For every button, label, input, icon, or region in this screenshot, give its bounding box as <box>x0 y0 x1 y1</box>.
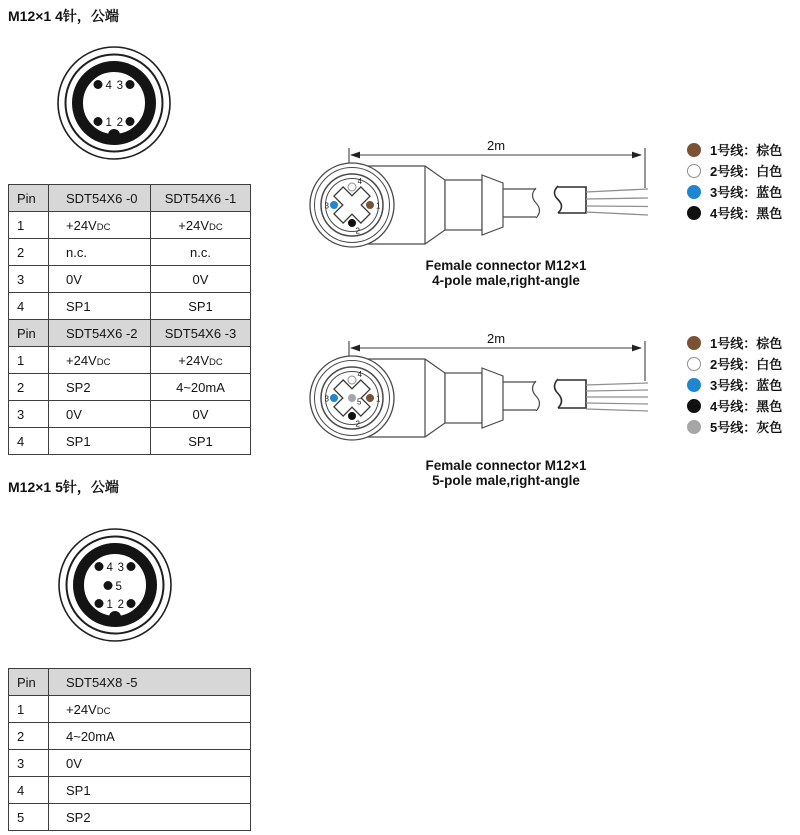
pin-label: 3 <box>116 79 123 92</box>
table-cell: 1 <box>9 212 49 239</box>
legend-label: 3号线：蓝色 <box>710 185 783 200</box>
face-pin-label: 3 <box>324 394 329 404</box>
connector-face-4pin <box>50 38 180 168</box>
table-cell: 0V <box>49 401 151 428</box>
table-row <box>9 374 251 401</box>
table-cell: +24VDC <box>49 696 251 723</box>
table-cell: n.c. <box>151 239 251 266</box>
wire-color-dot <box>687 357 701 371</box>
pin-label: 1 <box>106 599 113 611</box>
table-cell: 1 <box>9 347 49 374</box>
pin-dot-brown <box>366 394 374 402</box>
table-row <box>9 266 251 293</box>
connector-face-5pin <box>50 520 180 650</box>
table-cell: 0V <box>49 750 251 777</box>
table-row <box>9 293 251 320</box>
column-header: SDT54X6 -2 <box>49 320 151 347</box>
dimension-label: 2m <box>486 138 506 153</box>
table-cell: SP1 <box>49 293 151 320</box>
legend-item <box>687 374 782 395</box>
thick-ring <box>78 67 151 140</box>
connector-front-view <box>310 356 394 440</box>
face-pin-label: 4 <box>357 370 362 379</box>
caption-4pole <box>380 258 632 288</box>
table-cell: 3 <box>9 750 49 777</box>
table-cell: 4 <box>9 293 49 320</box>
pin-table <box>8 184 251 455</box>
face-pin-label: 3 <box>324 201 329 211</box>
pin-dot-blue <box>330 201 338 209</box>
cable-drawing-5pole <box>300 328 655 443</box>
table-row <box>9 750 251 777</box>
column-header: SDT54X8 -5 <box>49 669 251 696</box>
legend-item <box>687 353 782 374</box>
table-cell: SP1 <box>49 777 251 804</box>
table-row <box>9 347 251 374</box>
legend-item <box>687 181 782 202</box>
wire-color-dot <box>687 206 701 220</box>
table-cell: 2 <box>9 723 49 750</box>
table-cell: 0V <box>151 266 251 293</box>
table-row <box>9 212 251 239</box>
pin-label: 1 <box>105 117 112 129</box>
table-cell: 2 <box>9 239 49 266</box>
pin-dot-white <box>348 183 356 191</box>
table-cell: +24VDC <box>49 347 151 374</box>
table-cell: SP1 <box>151 293 251 320</box>
column-header: Pin <box>9 185 49 212</box>
face-pin-label: 2 <box>355 419 360 429</box>
table-cell: 4 <box>9 428 49 455</box>
pin-label: 2 <box>116 117 123 129</box>
column-header: Pin <box>9 320 49 347</box>
keying-notch <box>108 129 120 141</box>
pin-label: 5 <box>115 580 122 593</box>
pin-label: 3 <box>117 561 124 574</box>
table-cell: 1 <box>9 696 49 723</box>
caption-line1: Female connector M12×1 <box>425 258 587 273</box>
legend-item <box>687 202 782 223</box>
table-cell: +24VDC <box>151 347 251 374</box>
cable-drawing-4pole <box>300 135 655 250</box>
pin-table-5pin-wrap <box>8 668 251 831</box>
pin-dot-blue <box>330 394 338 402</box>
table-cell: 0V <box>151 401 251 428</box>
face-pin-label: 5 <box>357 397 362 407</box>
wires <box>586 189 648 215</box>
wire-color-dot <box>687 185 701 199</box>
dim-arrow-left <box>350 345 360 352</box>
dim-arrow-right <box>632 152 642 159</box>
column-header: Pin <box>9 669 49 696</box>
caption-line2: 4-pole male,right-angle <box>432 273 580 288</box>
table-cell: 2 <box>9 374 49 401</box>
legend-label: 5号线：灰色 <box>710 420 783 435</box>
pin-dot-white <box>348 376 356 384</box>
table-cell: SP1 <box>151 428 251 455</box>
face-pin-label: 2 <box>355 226 360 236</box>
table-row <box>9 723 251 750</box>
wire-color-dot <box>687 336 701 350</box>
table-cell: +24VDC <box>151 212 251 239</box>
legend-item <box>687 332 782 353</box>
wire-color-dot <box>687 143 701 157</box>
legend-label: 4号线：黑色 <box>710 399 783 414</box>
table-row <box>9 804 251 831</box>
table-cell: SP2 <box>49 374 151 401</box>
table-cell: SP2 <box>49 804 251 831</box>
face-pin-label: 1 <box>376 201 381 211</box>
table-cell: 4 <box>9 777 49 804</box>
table-cell: 3 <box>9 401 49 428</box>
table-header-row <box>9 320 251 347</box>
table-row <box>9 428 251 455</box>
column-header: SDT54X6 -1 <box>151 185 251 212</box>
table-cell: 5 <box>9 804 49 831</box>
table-row <box>9 777 251 804</box>
pin-label: 4 <box>106 561 113 574</box>
section-title-4pin: M12×1 4针，公端 <box>8 8 119 24</box>
pin-label: 2 <box>117 599 124 611</box>
wire-color-dot <box>687 164 701 178</box>
section-title-5pin: M12×1 5针，公端 <box>8 479 119 495</box>
table-header-row <box>9 669 251 696</box>
legend-label: 2号线：白色 <box>710 357 783 372</box>
pin-table-4pin-wrap <box>8 184 251 455</box>
caption-line2: 5-pole male,right-angle <box>432 473 580 488</box>
table-cell: n.c. <box>49 239 151 266</box>
legend-item <box>687 416 782 437</box>
dim-arrow-left <box>350 152 360 159</box>
table-row <box>9 239 251 266</box>
table-cell: 3 <box>9 266 49 293</box>
wires <box>586 383 648 411</box>
caption-5pole <box>380 458 632 488</box>
table-header-row <box>9 185 251 212</box>
wire-color-dot <box>687 378 701 392</box>
legend-label: 1号线：棕色 <box>710 336 783 351</box>
dim-arrow-right <box>632 345 642 352</box>
dimension-label: 2m <box>486 331 506 346</box>
table-cell: +24VDC <box>49 212 151 239</box>
face-pin-label: 1 <box>376 394 381 404</box>
legend-item <box>687 160 782 181</box>
legend-5wire <box>687 332 782 437</box>
legend-label: 3号线：蓝色 <box>710 378 783 393</box>
legend-label: 4号线：黑色 <box>710 206 783 221</box>
pin-dot-gray <box>348 394 356 402</box>
pin-dot-brown <box>366 201 374 209</box>
pin-table <box>8 668 251 831</box>
table-cell: 4~20mA <box>49 723 251 750</box>
wire-color-dot <box>687 420 701 434</box>
face-pin-label: 4 <box>357 177 362 186</box>
legend-item <box>687 139 782 160</box>
legend-item <box>687 395 782 416</box>
table-cell: SP1 <box>49 428 151 455</box>
caption-line1: Female connector M12×1 <box>425 458 587 473</box>
table-row <box>9 696 251 723</box>
wire-color-dot <box>687 399 701 413</box>
legend-label: 1号线：棕色 <box>710 143 783 158</box>
column-header: SDT54X6 -3 <box>151 320 251 347</box>
connector-front-view <box>310 163 394 247</box>
legend-label: 2号线：白色 <box>710 164 783 179</box>
keying-notch <box>109 611 121 623</box>
table-cell: 0V <box>49 266 151 293</box>
table-row <box>9 401 251 428</box>
column-header: SDT54X6 -0 <box>49 185 151 212</box>
legend-4wire <box>687 139 782 223</box>
pin-label: 4 <box>105 79 112 92</box>
table-cell: 4~20mA <box>151 374 251 401</box>
